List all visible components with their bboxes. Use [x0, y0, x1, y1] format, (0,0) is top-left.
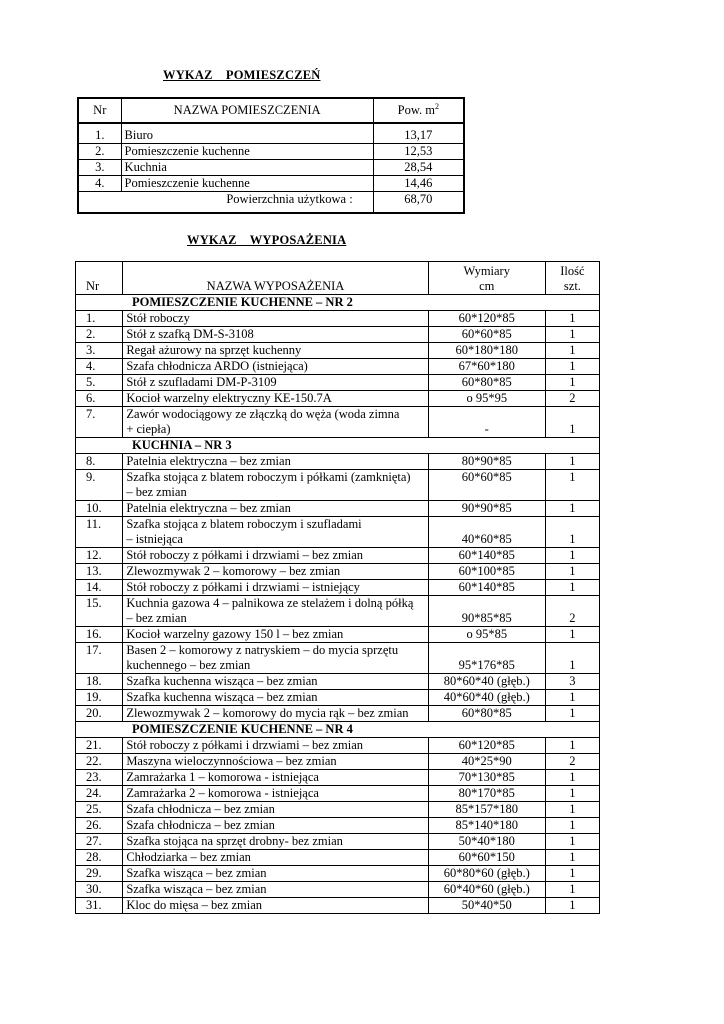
equip-title: WYKAZ WYPOSAŻENIA — [187, 233, 347, 247]
equipment-dimensions: 85*140*180 — [428, 818, 545, 834]
equipment-name — [123, 834, 428, 850]
equipment-row — [76, 706, 600, 722]
equipment-dimensions: - — [428, 407, 545, 438]
equipment-name — [123, 548, 428, 564]
equipment-name-line2: – bez zmian — [126, 611, 187, 625]
room-area: 28,54 — [373, 160, 464, 176]
equipment-name-line2: + ciepła) — [126, 422, 171, 436]
equipment-name-line: Kocioł warzelny elektryczny KE-150.7A — [126, 391, 332, 405]
equipment-name-line: Szafka kuchenna wisząca – bez zmian — [126, 690, 318, 704]
equip-header-qty — [545, 262, 599, 295]
equipment-quantity: 1 — [545, 548, 599, 564]
equipment-row — [76, 866, 600, 882]
equipment-dimensions: 60*120*85 — [428, 738, 545, 754]
equipment-quantity: 1 — [545, 501, 599, 517]
equipment-row — [76, 501, 600, 517]
equipment-name-line: Szafka stojąca z blatem roboczym i szufladami — [126, 517, 362, 531]
equipment-quantity: 1 — [545, 454, 599, 470]
equipment-dimensions: 60*120*85 — [428, 311, 545, 327]
equipment-nr: 31. — [76, 898, 123, 914]
rooms-table — [77, 97, 465, 214]
equip-header-row — [76, 262, 600, 295]
equipment-nr: 2. — [76, 327, 123, 343]
equip-header-dim — [428, 262, 545, 295]
equipment-dimensions: 80*60*40 (głęb.) — [428, 674, 545, 690]
equipment-name — [123, 343, 428, 359]
equip-header-name: NAZWA WYPOSAŻENIA — [123, 262, 428, 295]
equipment-name-line: Szafa chłodnicza – bez zmian — [126, 802, 275, 816]
equipment-quantity: 1 — [545, 627, 599, 643]
equipment-nr: 22. — [76, 754, 123, 770]
equipment-row — [76, 407, 600, 438]
equipment-name-line: Zawór wodociągowy ze złączką do węża (woda zimna — [126, 407, 400, 421]
equipment-nr: 13. — [76, 564, 123, 580]
equipment-name-line: Szafka stojąca z blatem roboczym i półkami (zamknięta) — [126, 470, 411, 484]
equipment-name — [123, 391, 428, 407]
equipment-row — [76, 470, 600, 501]
equipment-quantity: 2 — [545, 391, 599, 407]
equipment-name — [123, 754, 428, 770]
equipment-row — [76, 898, 600, 914]
equipment-name-line: Szafka wisząca – bez zmian — [126, 866, 267, 880]
equipment-name-line: Stół z szufladami DM-P-3109 — [126, 375, 277, 389]
equipment-quantity: 1 — [545, 375, 599, 391]
rooms-header-nr: Nr — [78, 98, 121, 123]
equipment-name — [123, 866, 428, 882]
equipment-quantity: 1 — [545, 407, 599, 438]
equipment-name — [123, 596, 428, 627]
equipment-dimensions: 60*140*85 — [428, 548, 545, 564]
equipment-nr: 20. — [76, 706, 123, 722]
equipment-nr: 18. — [76, 674, 123, 690]
equipment-row — [76, 850, 600, 866]
equipment-name-line: Basen 2 – komorowy z natryskiem – do mycia sprzętu — [126, 643, 399, 657]
equipment-name-line: Kloc do mięsa – bez zmian — [126, 898, 263, 912]
equipment-name — [123, 898, 428, 914]
section-title: POMIESZCZENIE KUCHENNE – NR 4 — [76, 722, 600, 738]
equipment-nr: 10. — [76, 501, 123, 517]
equipment-name-line: Regał ażurowy na sprzęt kuchenny — [126, 343, 302, 357]
equipment-name — [123, 517, 428, 548]
equipment-name-line: Szafa chłodnicza – bez zmian — [126, 818, 275, 832]
equipment-quantity: 2 — [545, 754, 599, 770]
equipment-dimensions: 60*140*85 — [428, 580, 545, 596]
section-row — [76, 295, 600, 311]
equipment-name-line: Stół roboczy — [126, 311, 190, 325]
equipment-name-line: Zamrażarka 1 – komorowa - istniejąca — [126, 770, 319, 784]
equipment-row — [76, 359, 600, 375]
equipment-name-line: Chłodziarka – bez zmian — [126, 850, 251, 864]
equipment-name — [123, 359, 428, 375]
room-name: Pomieszczenie kuchenne — [121, 144, 373, 160]
equipment-name-line: Stół roboczy z półkami i drzwiami – bez zmian — [126, 738, 364, 752]
equipment-dimensions: 60*80*85 — [428, 375, 545, 391]
equipment-quantity: 1 — [545, 690, 599, 706]
equipment-nr: 26. — [76, 818, 123, 834]
equip-header-nr: Nr — [76, 262, 123, 295]
room-row — [78, 160, 464, 176]
equipment-dimensions: o 95*95 — [428, 391, 545, 407]
equipment-nr: 7. — [76, 407, 123, 438]
equipment-name — [123, 643, 428, 674]
rooms-total-label: Powierzchnia użytkowa : — [78, 192, 373, 214]
section-title: POMIESZCZENIE KUCHENNE – NR 2 — [76, 295, 600, 311]
equipment-name-line: Szafka stojąca na sprzęt drobny- bez zmian — [126, 834, 343, 848]
equipment-row — [76, 327, 600, 343]
rooms-header-area — [373, 98, 464, 123]
equipment-dimensions: 60*100*85 — [428, 564, 545, 580]
equipment-nr: 16. — [76, 627, 123, 643]
equipment-quantity: 1 — [545, 850, 599, 866]
equipment-row — [76, 770, 600, 786]
equipment-name-line: Kuchnia gazowa 4 – palnikowa ze stelażem i dolną półką — [126, 596, 414, 610]
equipment-nr: 6. — [76, 391, 123, 407]
rooms-header-area-label: Pow. m — [397, 103, 436, 117]
room-name: Pomieszczenie kuchenne — [121, 176, 373, 192]
equipment-name — [123, 818, 428, 834]
equipment-quantity: 1 — [545, 359, 599, 375]
equipment-name-line: Szafka wisząca – bez zmian — [126, 882, 267, 896]
equipment-dimensions: 60*60*85 — [428, 327, 545, 343]
equipment-quantity: 1 — [545, 866, 599, 882]
equipment-name-line2: – bez zmian — [126, 485, 187, 499]
equipment-name — [123, 627, 428, 643]
equipment-nr: 23. — [76, 770, 123, 786]
equipment-row — [76, 343, 600, 359]
equipment-dimensions: 60*40*60 (głęb.) — [428, 882, 545, 898]
equipment-quantity: 1 — [545, 818, 599, 834]
equipment-nr: 21. — [76, 738, 123, 754]
equipment-name — [123, 850, 428, 866]
equipment-dimensions: 90*90*85 — [428, 501, 545, 517]
equipment-nr: 30. — [76, 882, 123, 898]
equipment-name — [123, 375, 428, 391]
section-row — [76, 722, 600, 738]
equipment-dimensions: 50*40*50 — [428, 898, 545, 914]
equipment-nr: 14. — [76, 580, 123, 596]
room-nr: 1. — [78, 123, 121, 144]
equipment-quantity: 1 — [545, 311, 599, 327]
equipment-name-line: Kocioł warzelny gazowy 150 l – bez zmian — [126, 627, 344, 641]
room-area: 14,46 — [373, 176, 464, 192]
equipment-name — [123, 580, 428, 596]
equipment-quantity: 1 — [545, 580, 599, 596]
equipment-dimensions: 60*80*60 (głęb.) — [428, 866, 545, 882]
equipment-name-line: Szafa chłodnicza ARDO (istniejąca) — [126, 359, 308, 373]
section-title: KUCHNIA – NR 3 — [76, 438, 600, 454]
equipment-name-line: Maszyna wieloczynnościowa – bez zmian — [126, 754, 337, 768]
equipment-nr: 8. — [76, 454, 123, 470]
equipment-row — [76, 818, 600, 834]
equipment-dimensions: 90*85*85 — [428, 596, 545, 627]
equipment-nr: 11. — [76, 517, 123, 548]
equipment-name — [123, 454, 428, 470]
equipment-name-line: Patelnia elektryczna – bez zmian — [126, 501, 291, 515]
equipment-nr: 19. — [76, 690, 123, 706]
equipment-nr: 17. — [76, 643, 123, 674]
equipment-nr: 24. — [76, 786, 123, 802]
equipment-dimensions: 40*25*90 — [428, 754, 545, 770]
equipment-quantity: 1 — [545, 517, 599, 548]
equipment-row — [76, 580, 600, 596]
equipment-nr: 5. — [76, 375, 123, 391]
equipment-nr: 15. — [76, 596, 123, 627]
rooms-title: WYKAZ POMIESZCZEŃ — [163, 68, 321, 82]
section-row — [76, 438, 600, 454]
equipment-dimensions: 60*180*180 — [428, 343, 545, 359]
equipment-quantity: 1 — [545, 327, 599, 343]
room-nr: 2. — [78, 144, 121, 160]
room-name: Biuro — [121, 123, 373, 144]
equipment-dimensions: 85*157*180 — [428, 802, 545, 818]
equipment-nr: 1. — [76, 311, 123, 327]
equipment-quantity: 1 — [545, 802, 599, 818]
room-row — [78, 123, 464, 144]
rooms-total-row — [78, 192, 464, 214]
equipment-nr: 9. — [76, 470, 123, 501]
equipment-dimensions: 60*60*85 — [428, 470, 545, 501]
equipment-name-line: Zlewozmywak 2 – komorowy do mycia rąk – bez zmian — [126, 706, 409, 720]
equipment-row — [76, 754, 600, 770]
equipment-dimensions: 40*60*40 (głęb.) — [428, 690, 545, 706]
equipment-quantity: 1 — [545, 470, 599, 501]
equipment-nr: 3. — [76, 343, 123, 359]
equipment-dimensions: 67*60*180 — [428, 359, 545, 375]
room-nr: 3. — [78, 160, 121, 176]
equipment-name — [123, 311, 428, 327]
room-row — [78, 144, 464, 160]
equipment-row — [76, 391, 600, 407]
equipment-dimensions: 40*60*85 — [428, 517, 545, 548]
equipment-dimensions: 95*176*85 — [428, 643, 545, 674]
equipment-row — [76, 596, 600, 627]
equip-header-dim-line2: cm — [479, 279, 495, 293]
equipment-row — [76, 517, 600, 548]
equipment-name-line: Zlewozmywak 2 – komorowy – bez zmian — [126, 564, 341, 578]
equipment-quantity: 3 — [545, 674, 599, 690]
rooms-header-row — [78, 98, 464, 123]
equipment-quantity: 1 — [545, 834, 599, 850]
equipment-name — [123, 564, 428, 580]
equipment-table — [75, 261, 600, 914]
equipment-name — [123, 470, 428, 501]
rooms-total-value: 68,70 — [373, 192, 464, 214]
equip-header-qty-line2: szt. — [563, 279, 581, 293]
equipment-name — [123, 706, 428, 722]
equipment-row — [76, 643, 600, 674]
equipment-name — [123, 770, 428, 786]
equipment-row — [76, 882, 600, 898]
equipment-name-line: Stół roboczy z półkami i drzwiami – istniejący — [126, 580, 360, 594]
equipment-name — [123, 501, 428, 517]
equip-header-dim-line1: Wymiary — [463, 264, 510, 278]
equipment-name — [123, 407, 428, 438]
equipment-dimensions: o 95*85 — [428, 627, 545, 643]
equipment-quantity: 1 — [545, 882, 599, 898]
equipment-name-line2: kuchennego – bez zmian — [126, 658, 251, 672]
equipment-name-line: Szafka kuchenna wisząca – bez zmian — [126, 674, 318, 688]
equipment-name — [123, 738, 428, 754]
equipment-nr: 4. — [76, 359, 123, 375]
equipment-quantity: 1 — [545, 343, 599, 359]
equipment-nr: 12. — [76, 548, 123, 564]
equipment-name-line: Stół z szafką DM-S-3108 — [126, 327, 254, 341]
equipment-quantity: 1 — [545, 786, 599, 802]
equipment-dimensions: 60*80*85 — [428, 706, 545, 722]
equipment-name — [123, 802, 428, 818]
equipment-name — [123, 690, 428, 706]
equipment-nr: 25. — [76, 802, 123, 818]
equipment-name — [123, 327, 428, 343]
equipment-quantity: 1 — [545, 643, 599, 674]
equip-header-qty-line1: Ilość — [560, 264, 585, 278]
equipment-dimensions: 80*170*85 — [428, 786, 545, 802]
rooms-header-name: NAZWA POMIESZCZENIA — [121, 98, 373, 123]
equipment-name — [123, 786, 428, 802]
equipment-name — [123, 882, 428, 898]
equipment-row — [76, 802, 600, 818]
equipment-quantity: 1 — [545, 770, 599, 786]
equipment-row — [76, 690, 600, 706]
equipment-name-line: Zamrażarka 2 – komorowa - istniejąca — [126, 786, 319, 800]
equipment-nr: 27. — [76, 834, 123, 850]
equipment-quantity: 1 — [545, 706, 599, 722]
equipment-row — [76, 564, 600, 580]
equipment-row — [76, 674, 600, 690]
equipment-row — [76, 627, 600, 643]
rooms-header-area-sup: 2 — [435, 101, 440, 111]
equipment-quantity: 1 — [545, 564, 599, 580]
equipment-dimensions: 80*90*85 — [428, 454, 545, 470]
equipment-dimensions: 50*40*180 — [428, 834, 545, 850]
equipment-name-line2: – istniejąca — [126, 532, 183, 546]
equipment-name-line: Patelnia elektryczna – bez zmian — [126, 454, 291, 468]
equipment-quantity: 1 — [545, 898, 599, 914]
equipment-row — [76, 738, 600, 754]
equipment-row — [76, 834, 600, 850]
equipment-row — [76, 375, 600, 391]
equipment-quantity: 1 — [545, 738, 599, 754]
room-area: 12,53 — [373, 144, 464, 160]
equipment-name — [123, 674, 428, 690]
room-row — [78, 176, 464, 192]
room-area: 13,17 — [373, 123, 464, 144]
equipment-row — [76, 548, 600, 564]
equipment-row — [76, 311, 600, 327]
equipment-dimensions: 60*60*150 — [428, 850, 545, 866]
equipment-nr: 28. — [76, 850, 123, 866]
equipment-row — [76, 786, 600, 802]
equipment-dimensions: 70*130*85 — [428, 770, 545, 786]
room-nr: 4. — [78, 176, 121, 192]
equipment-quantity: 2 — [545, 596, 599, 627]
room-name: Kuchnia — [121, 160, 373, 176]
equipment-row — [76, 454, 600, 470]
equipment-name-line: Stół roboczy z półkami i drzwiami – bez zmian — [126, 548, 364, 562]
equipment-nr: 29. — [76, 866, 123, 882]
